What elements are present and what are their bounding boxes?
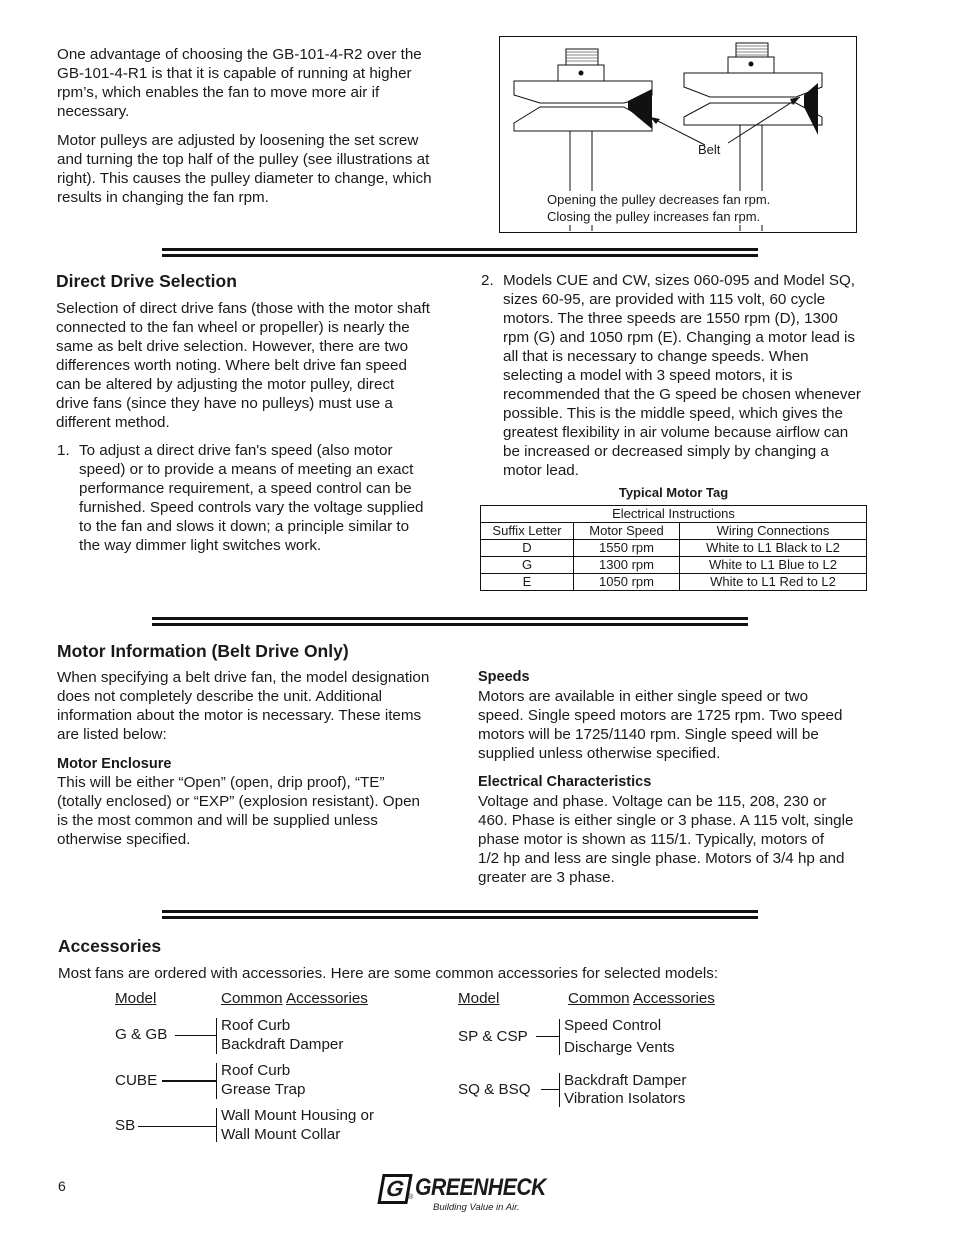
accessory-model: SQ & BSQ: [458, 1081, 531, 1098]
speeds-heading: Speeds: [478, 669, 530, 685]
bracket-line: [559, 1019, 560, 1055]
table-cell: White to L1 Red to L2: [680, 574, 867, 591]
electrical-text: Voltage and phase. Voltage can be 115, 208, 230 or 460. Phase is either single or 3 phase. A 115 volt, single phase motor is shown as 115/1. Typically, motors of 1/2 hp and less are single phase. Motors of 3/4 hp and greater are 3 phase.: [478, 793, 854, 886]
table-cell: 1050 rpm: [574, 574, 680, 591]
accessory-item: Vibration Isolators: [564, 1090, 686, 1107]
bracket-line: [216, 1063, 217, 1099]
table-cell: G: [481, 557, 574, 574]
motor-tag-table: [480, 505, 867, 591]
motor-enclosure-heading: Motor Enclosure: [57, 756, 172, 772]
accessories-common-header: Common Accessories: [221, 990, 368, 1007]
accessory-item: Wall Mount Housing or: [221, 1107, 375, 1124]
greenheck-logo: [378, 1172, 568, 1212]
accessories-model-header: Model: [458, 990, 500, 1007]
accessory-item: Backdraft Damper: [221, 1036, 344, 1053]
motor-enclosure-text: This will be either “Open” (open, drip proof), “TE” (totally enclosed) or “EXP” (explosion resistant). Open is the most common and will be supplied unless otherwise specified.: [57, 774, 420, 848]
accessory-item: Roof Curb: [221, 1017, 291, 1034]
accessories-model-header: Model: [115, 990, 157, 1007]
connector-line: [541, 1089, 559, 1090]
accessory-item: Roof Curb: [221, 1062, 291, 1079]
table-row: [481, 540, 867, 557]
bracket-line: [216, 1108, 217, 1142]
figure-caption-line-1: Opening the pulley decreases fan rpm.: [547, 192, 771, 207]
figure-caption: [547, 191, 774, 225]
logo-mark-icon: G: [377, 1174, 412, 1204]
accessory-item: Grease Trap: [221, 1081, 306, 1098]
accessory-item: Speed Control: [564, 1017, 662, 1034]
page-number: 6: [58, 1178, 66, 1194]
motor-info-intro: When specifying a belt drive fan, the model designation does not completely describe the unit. Additional information about the motor is necessary. These items are listed below:: [57, 669, 430, 743]
table-header-row: [481, 506, 867, 523]
intro-paragraph-2: Motor pulleys are adjusted by loosening the set screw and turning the top half of the pulley (see illustrations at right). This causes the pulley diameter to change, which results in changing the fan rpm.: [57, 132, 432, 206]
table-cell: White to L1 Black to L2: [680, 540, 867, 557]
table-column-row: [481, 523, 867, 540]
connector-line: [175, 1035, 216, 1036]
section-divider: [162, 910, 758, 919]
accessory-model: SB: [115, 1117, 136, 1134]
accessories-heading: Accessories: [58, 936, 162, 956]
table-cell: White to L1 Blue to L2: [680, 557, 867, 574]
electrical-heading: Electrical Characteristics: [478, 774, 652, 790]
intro-paragraph-1: One advantage of choosing the GB-101-4-R2 over the GB-101-4-R1 is that it is capable of running at higher rpm’s, which enables the fan to move more air if necessary.: [57, 46, 422, 120]
table-header-cell: Electrical Instructions: [481, 506, 867, 523]
table-cell: 1550 rpm: [574, 540, 680, 557]
direct-drive-list-2: [481, 271, 911, 480]
connector-line: [536, 1036, 559, 1037]
speeds-text: Motors are available in either single speed or two speed. Single speed motors are 1725 rpm. Two speed motors will be 1725/1140 rpm. Single speed will be supplied unless otherwise specified.: [478, 688, 843, 762]
belt-label: Belt: [698, 142, 721, 157]
accessory-model: SP & CSP: [458, 1028, 528, 1045]
motor-info-heading: Motor Information (Belt Drive Only): [57, 641, 349, 661]
intro-section: [57, 45, 477, 207]
column-header: Motor Speed: [574, 523, 680, 540]
pulley-figure: [499, 36, 857, 233]
direct-drive-heading: Direct Drive Selection: [56, 271, 237, 291]
column-header: Wiring Connections: [680, 523, 867, 540]
motor-tag-title: Typical Motor Tag: [618, 485, 729, 500]
section-divider: [162, 248, 758, 257]
accessory-item: Wall Mount Collar: [221, 1126, 341, 1143]
accessory-model: G & GB: [115, 1026, 168, 1043]
table-cell: D: [481, 540, 574, 557]
brand-name: GREENHECK: [415, 1174, 546, 1201]
bracket-line: [216, 1018, 217, 1054]
column-header: Suffix Letter: [481, 523, 574, 540]
table-cell: E: [481, 574, 574, 591]
figure-caption-line-2: Closing the pulley increases fan rpm.: [547, 209, 761, 224]
accessories-intro: Most fans are ordered with accessories. Here are some common accessories for selected models:: [58, 965, 719, 982]
connector-line: [138, 1126, 216, 1127]
accessories-common-header: Common Accessories: [568, 990, 715, 1007]
table-row: [481, 574, 867, 591]
section-divider: [152, 617, 748, 626]
bracket-line: [559, 1073, 560, 1107]
table-cell: 1300 rpm: [574, 557, 680, 574]
direct-drive-paragraph: Selection of direct drive fans (those with the motor shaft connected to the fan wheel or propeller) is nearly the same as belt drive selection. However, there are two differences worth noting. Where belt drive fan speed can be altered by adjusting the motor pulley, direct drive fans (since they have no pulleys) must use a different method.: [56, 300, 430, 431]
list-item: 2. Models CUE and CW, sizes 060-095 and Model SQ, sizes 60-95, are provided with 115 volt, 60 cycle motors. The three speeds are 1550 rpm (D), 1300 rpm (G) and 1050 rpm (E). Changing a motor lead is all that is necessary to change speeds. When selecting a model with 3 speed motors, it is recommended that the G speed be chosen whenever possible. This is the middle speed, which gives the greatest flexibility in air volume because airflow can be increased or decreased simply by changing a motor lead.: [481, 272, 861, 479]
connector-line: [162, 1080, 216, 1082]
accessory-model: CUBE: [115, 1072, 158, 1089]
accessory-item: Discharge Vents: [564, 1039, 675, 1056]
list-item: 1. To adjust a direct drive fan's speed (also motor speed) or to provide a means of meeting an exact performance requirement, a speed control can be furnished. Speed controls vary the voltage supplied to the fan and slows it down; a principle similar to the way dimmer light switches work.: [57, 442, 424, 554]
accessory-item: Backdraft Damper: [564, 1072, 687, 1089]
brand-tagline: Building Value in Air.: [433, 1202, 520, 1213]
direct-drive-list-1: [57, 441, 477, 555]
table-row: [481, 557, 867, 574]
registered-mark: ®: [408, 1194, 414, 1201]
